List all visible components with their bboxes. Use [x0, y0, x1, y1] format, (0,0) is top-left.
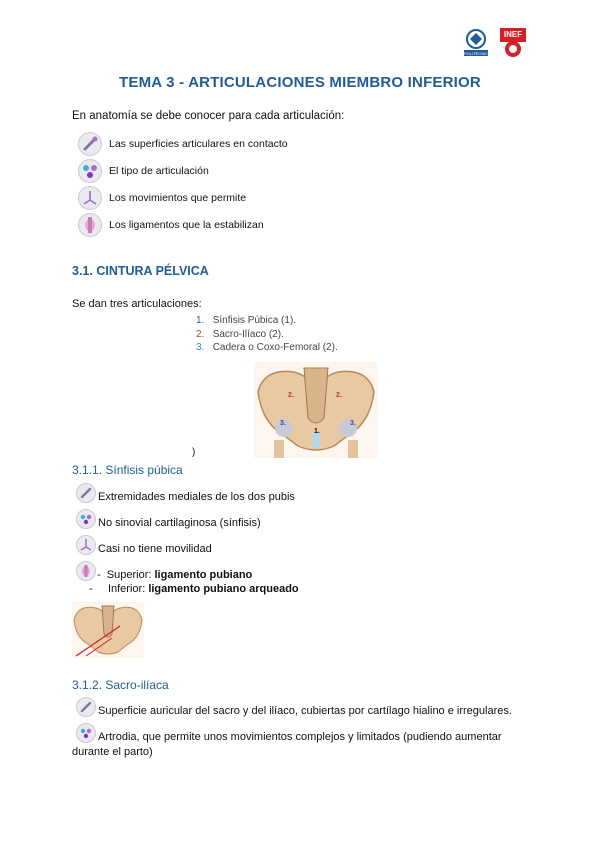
stray-paren: )	[192, 447, 196, 458]
inef-logo-text: INEF	[503, 30, 523, 39]
section-intro: Se dan tres articulaciones:	[72, 298, 202, 310]
surface-icon	[76, 697, 96, 717]
ligament-superior: - Superior: ligamento pubiano	[97, 569, 253, 581]
surface-icon	[78, 132, 102, 156]
legend-item-type	[78, 159, 209, 183]
type-continuation: durante el parto)	[72, 746, 153, 758]
surfaces-item: Superficie auricular del sacro y del ilíaco, cubiertas por cartílago hialino e irregulares.	[76, 697, 512, 717]
joint-list	[196, 314, 338, 355]
surface-icon	[76, 483, 96, 503]
figure-label: 3.	[350, 420, 356, 427]
section-heading: 3.1. CINTURA PÉLVICA	[72, 264, 209, 278]
joint-type-icon	[76, 509, 96, 529]
type-item: No sinovial cartilaginosa (sínfisis)	[76, 509, 261, 529]
ligament-icon	[78, 213, 102, 237]
figure-label: 2.	[336, 392, 342, 399]
list-item: 2. Sacro-Ilíaco (2).	[196, 328, 284, 340]
figure-label: 2.	[288, 392, 294, 399]
ligament-item	[76, 561, 96, 581]
list-item: 3. Cadera o Coxo-Femoral (2).	[196, 342, 338, 353]
type-item: Artrodia, que permite unos movimientos complejos y limitados (pudiendo aumentar	[76, 723, 502, 743]
pubic-symphysis-figure	[72, 602, 144, 658]
pelvis-figure	[254, 362, 378, 458]
ligament-inferior: - Inferior: ligamento pubiano arqueado	[89, 583, 299, 595]
legend-label: Los ligamentos que la estabilizan	[109, 219, 264, 231]
subsection-heading: 3.1.2. Sacro-ilíaca	[72, 678, 169, 692]
joint-type-icon	[76, 723, 96, 743]
legend-label: Los movimientos que permite	[109, 192, 247, 204]
ligament-icon	[76, 561, 96, 581]
figure-label: 1.	[314, 428, 320, 435]
joint-type-icon	[78, 159, 102, 183]
surfaces-item: Extremidades mediales de los dos pubis	[76, 483, 295, 503]
legend-item-movement	[78, 186, 246, 210]
inef-logo	[500, 28, 526, 58]
legend-item-ligament	[78, 213, 264, 237]
legend-label: El tipo de articulación	[109, 165, 209, 177]
subsection-heading: 3.1.1. Sínfisis púbica	[72, 463, 183, 477]
legend-item-surfaces	[78, 132, 288, 156]
figure-label: 3.	[280, 420, 286, 427]
list-item: 1. Sínfisis Púbica (1).	[196, 315, 297, 326]
movement-icon	[78, 186, 102, 210]
upm-logo	[462, 28, 490, 58]
upm-logo-text: POLITÉCNICA	[464, 51, 491, 56]
intro-text: En anatomía se debe conocer para cada articulación:	[72, 110, 345, 122]
legend-label: Las superficies articulares en contacto	[109, 138, 288, 150]
movement-item: Casi no tiene movilidad	[76, 535, 212, 555]
page-title: TEMA 3 - ARTICULACIONES MIEMBRO INFERIOR	[119, 74, 481, 91]
movement-icon	[76, 535, 96, 555]
